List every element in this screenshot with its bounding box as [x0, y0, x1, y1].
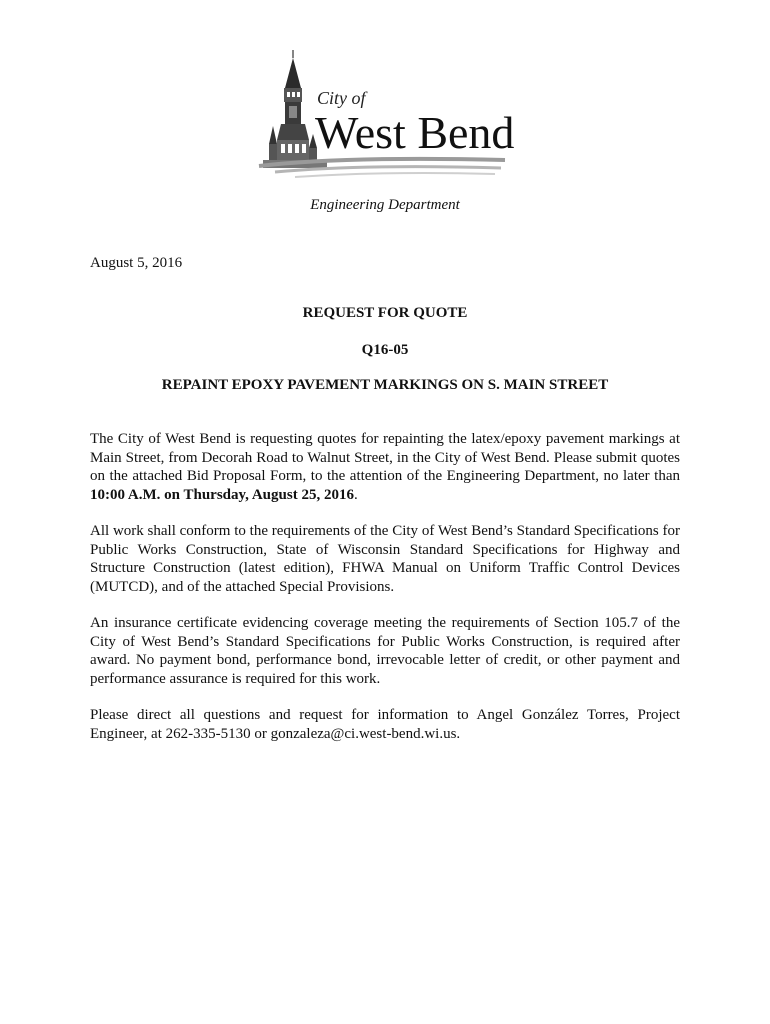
letter-body: [90, 430, 680, 761]
city-logo: [255, 48, 515, 180]
city-hall-tower-logo: [255, 48, 515, 180]
letter-date: August 5, 2016: [90, 255, 183, 271]
logo-west-bend-text: West Bend: [315, 107, 515, 158]
document-title: REQUEST FOR QUOTE: [302, 305, 468, 321]
department-name: Engineering Department: [310, 197, 460, 213]
paragraph-request-end: .: [353, 486, 358, 503]
quote-number: Q16-05: [361, 342, 409, 358]
paragraph-insurance: An insurance certificate evidencing coverage meeting the requirements of Section 105.7 of the City of West Bend’s Standard Specifications for Public Works Construction, is required after award. No payment bond, performance bond, irrevocable letter of credit, or other payment and performance assurance is required for this work.: [90, 615, 680, 687]
deadline-text: 10:00 A.M. on Thursday, August 25, 2016: [90, 486, 354, 503]
paragraph-contact: Please direct all questions and request for information to Angel González Torres, Project Engineer, at 262-335-5130 or gonzaleza@ci.west-bend.wi.us.: [90, 707, 680, 742]
logo-city-of-text: City of: [317, 88, 366, 108]
paragraph-specifications: All work shall conform to the requirements of the City of West Bend’s Standard Specifications for Public Works Construction, State of Wisconsin Standard Specifications for Highway and Structure Construction (latest edition), FHWA Manual on Uniform Traffic Control Devices (MUTCD), and of the attached Special Provisions.: [90, 523, 680, 595]
paragraph-request: [90, 430, 680, 504]
project-title: REPAINT EPOXY PAVEMENT MARKINGS ON S. MAIN STREET: [161, 377, 609, 393]
paragraph-request-text: The City of West Bend is requesting quotes for repainting the latex/epoxy pavement markings at Main Street, from Decorah Road to Walnut Street, in the City of West Bend. Please submit quotes on the attached Bid Proposal Form, to the attention of the Engineering Department, no later than: [90, 431, 680, 484]
